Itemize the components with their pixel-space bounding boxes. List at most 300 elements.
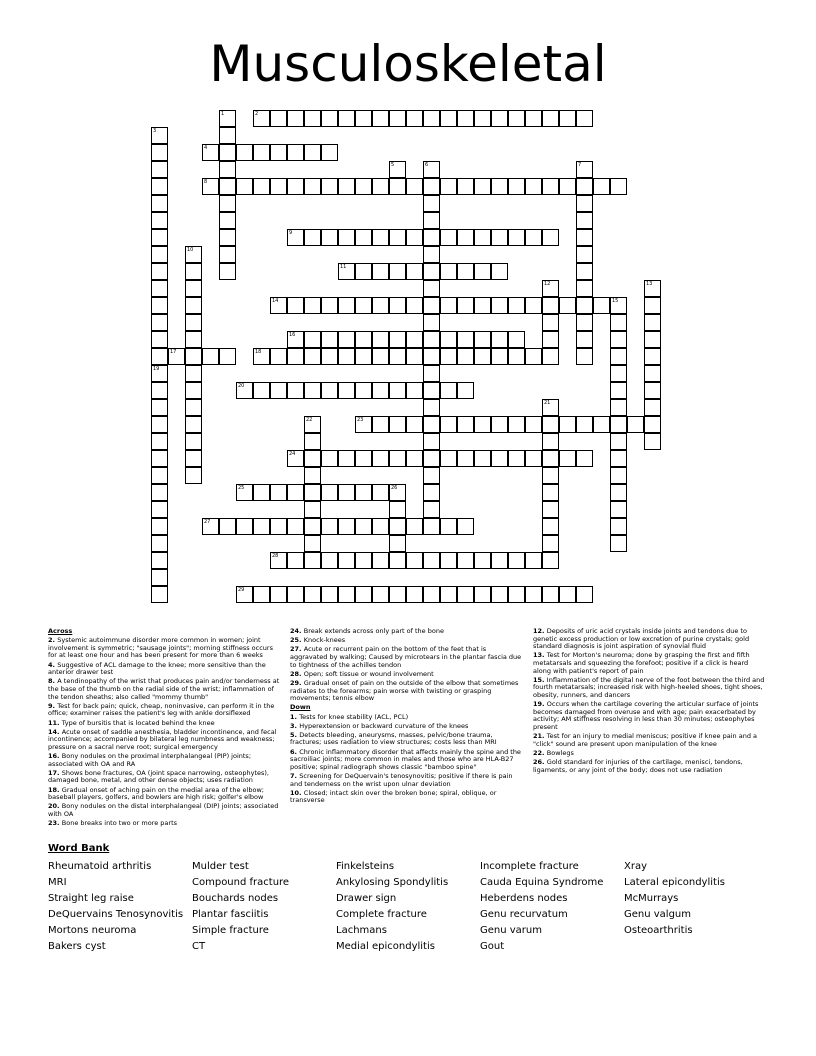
grid-cell[interactable] — [627, 416, 644, 433]
grid-cell[interactable] — [355, 518, 372, 535]
grid-cell[interactable] — [406, 263, 423, 280]
grid-cell[interactable] — [508, 552, 525, 569]
grid-cell[interactable] — [338, 382, 355, 399]
grid-cell[interactable] — [338, 518, 355, 535]
grid-cell[interactable] — [185, 280, 202, 297]
grid-cell[interactable] — [151, 518, 168, 535]
grid-cell[interactable] — [440, 586, 457, 603]
grid-cell[interactable] — [406, 297, 423, 314]
grid-cell[interactable] — [457, 229, 474, 246]
grid-cell[interactable] — [151, 399, 168, 416]
grid-cell[interactable] — [372, 263, 389, 280]
grid-cell[interactable] — [593, 178, 610, 195]
grid-cell[interactable] — [644, 416, 661, 433]
grid-cell[interactable] — [491, 297, 508, 314]
grid-cell[interactable] — [185, 433, 202, 450]
grid-cell[interactable] — [423, 399, 440, 416]
grid-cell[interactable] — [576, 280, 593, 297]
grid-cell[interactable] — [372, 331, 389, 348]
grid-cell[interactable] — [576, 314, 593, 331]
grid-cell[interactable] — [525, 229, 542, 246]
grid-cell[interactable] — [151, 297, 168, 314]
grid-cell[interactable] — [270, 382, 287, 399]
grid-cell[interactable] — [321, 110, 338, 127]
grid-cell[interactable] — [185, 450, 202, 467]
grid-cell[interactable] — [491, 450, 508, 467]
grid-cell[interactable] — [576, 331, 593, 348]
grid-cell[interactable] — [406, 450, 423, 467]
grid-cell[interactable] — [151, 569, 168, 586]
grid-cell[interactable] — [457, 450, 474, 467]
grid-cell[interactable] — [151, 161, 168, 178]
grid-cell[interactable] — [508, 348, 525, 365]
grid-cell[interactable] — [304, 552, 321, 569]
grid-cell[interactable] — [457, 382, 474, 399]
grid-cell[interactable] — [542, 450, 559, 467]
grid-cell[interactable] — [508, 110, 525, 127]
grid-cell[interactable] — [610, 382, 627, 399]
grid-cell[interactable] — [151, 484, 168, 501]
grid-cell[interactable] — [270, 552, 287, 569]
grid-cell[interactable] — [644, 331, 661, 348]
grid-cell[interactable] — [372, 450, 389, 467]
grid-cell[interactable] — [287, 552, 304, 569]
grid-cell[interactable] — [423, 365, 440, 382]
grid-cell[interactable] — [491, 348, 508, 365]
grid-cell[interactable] — [440, 382, 457, 399]
grid-cell[interactable] — [338, 450, 355, 467]
grid-cell[interactable] — [542, 586, 559, 603]
grid-cell[interactable] — [440, 416, 457, 433]
grid-cell[interactable] — [270, 110, 287, 127]
grid-cell[interactable] — [576, 297, 593, 314]
grid-cell[interactable] — [270, 484, 287, 501]
grid-cell[interactable] — [185, 263, 202, 280]
grid-cell[interactable] — [644, 382, 661, 399]
grid-cell[interactable] — [406, 416, 423, 433]
grid-cell[interactable] — [440, 450, 457, 467]
grid-cell[interactable] — [576, 586, 593, 603]
grid-cell[interactable] — [406, 382, 423, 399]
grid-cell[interactable] — [151, 433, 168, 450]
grid-cell[interactable] — [338, 229, 355, 246]
grid-cell[interactable] — [236, 518, 253, 535]
grid-cell[interactable] — [304, 229, 321, 246]
grid-cell[interactable] — [372, 586, 389, 603]
grid-cell[interactable] — [304, 297, 321, 314]
grid-cell[interactable] — [185, 399, 202, 416]
grid-cell[interactable] — [525, 348, 542, 365]
grid-cell[interactable] — [287, 178, 304, 195]
grid-cell[interactable] — [253, 178, 270, 195]
grid-cell[interactable] — [304, 535, 321, 552]
grid-cell[interactable] — [270, 518, 287, 535]
grid-cell[interactable] — [321, 229, 338, 246]
grid-cell[interactable] — [440, 297, 457, 314]
grid-cell[interactable] — [219, 212, 236, 229]
grid-cell[interactable] — [151, 450, 168, 467]
grid-cell[interactable] — [423, 263, 440, 280]
grid-cell[interactable] — [423, 382, 440, 399]
grid-cell[interactable] — [304, 178, 321, 195]
grid-cell[interactable] — [151, 263, 168, 280]
grid-cell[interactable] — [151, 212, 168, 229]
grid-cell[interactable] — [406, 110, 423, 127]
grid-cell[interactable] — [185, 348, 202, 365]
grid-cell[interactable] — [321, 331, 338, 348]
grid-cell[interactable] — [219, 518, 236, 535]
grid-cell[interactable] — [423, 161, 440, 178]
grid-cell[interactable] — [389, 331, 406, 348]
grid-cell[interactable] — [423, 518, 440, 535]
grid-cell[interactable] — [406, 229, 423, 246]
grid-cell[interactable] — [355, 331, 372, 348]
grid-cell[interactable] — [559, 586, 576, 603]
grid-cell[interactable] — [389, 229, 406, 246]
grid-cell[interactable] — [542, 501, 559, 518]
grid-cell[interactable] — [355, 416, 372, 433]
grid-cell[interactable] — [270, 144, 287, 161]
grid-cell[interactable] — [219, 161, 236, 178]
grid-cell[interactable] — [576, 348, 593, 365]
grid-cell[interactable] — [151, 348, 168, 365]
grid-cell[interactable] — [457, 518, 474, 535]
grid-cell[interactable] — [406, 348, 423, 365]
grid-cell[interactable] — [423, 433, 440, 450]
grid-cell[interactable] — [423, 195, 440, 212]
grid-cell[interactable] — [151, 195, 168, 212]
grid-cell[interactable] — [304, 382, 321, 399]
grid-cell[interactable] — [542, 297, 559, 314]
grid-cell[interactable] — [185, 331, 202, 348]
grid-cell[interactable] — [389, 263, 406, 280]
grid-cell[interactable] — [576, 450, 593, 467]
grid-cell[interactable] — [508, 450, 525, 467]
grid-cell[interactable] — [185, 467, 202, 484]
grid-cell[interactable] — [542, 484, 559, 501]
grid-cell[interactable] — [219, 195, 236, 212]
grid-cell[interactable] — [542, 467, 559, 484]
grid-cell[interactable] — [644, 314, 661, 331]
grid-cell[interactable] — [372, 484, 389, 501]
grid-cell[interactable] — [542, 535, 559, 552]
grid-cell[interactable] — [355, 586, 372, 603]
grid-cell[interactable] — [219, 144, 236, 161]
grid-cell[interactable] — [253, 348, 270, 365]
grid-cell[interactable] — [287, 586, 304, 603]
grid-cell[interactable] — [406, 331, 423, 348]
grid-cell[interactable] — [474, 229, 491, 246]
grid-cell[interactable] — [610, 399, 627, 416]
grid-cell[interactable] — [576, 161, 593, 178]
grid-cell[interactable] — [151, 314, 168, 331]
grid-cell[interactable] — [355, 552, 372, 569]
grid-cell[interactable] — [287, 297, 304, 314]
grid-cell[interactable] — [559, 110, 576, 127]
grid-cell[interactable] — [151, 229, 168, 246]
grid-cell[interactable] — [644, 348, 661, 365]
grid-cell[interactable] — [644, 297, 661, 314]
grid-cell[interactable] — [491, 552, 508, 569]
grid-cell[interactable] — [287, 518, 304, 535]
grid-cell[interactable] — [304, 484, 321, 501]
grid-cell[interactable] — [576, 229, 593, 246]
grid-cell[interactable] — [542, 331, 559, 348]
grid-cell[interactable] — [474, 586, 491, 603]
grid-cell[interactable] — [610, 297, 627, 314]
grid-cell[interactable] — [287, 229, 304, 246]
grid-cell[interactable] — [457, 297, 474, 314]
grid-cell[interactable] — [525, 178, 542, 195]
grid-cell[interactable] — [304, 433, 321, 450]
grid-cell[interactable] — [610, 484, 627, 501]
grid-cell[interactable] — [321, 178, 338, 195]
grid-cell[interactable] — [236, 144, 253, 161]
grid-cell[interactable] — [610, 450, 627, 467]
grid-cell[interactable] — [423, 212, 440, 229]
grid-cell[interactable] — [440, 178, 457, 195]
grid-cell[interactable] — [508, 416, 525, 433]
grid-cell[interactable] — [474, 348, 491, 365]
grid-cell[interactable] — [389, 297, 406, 314]
grid-cell[interactable] — [491, 229, 508, 246]
grid-cell[interactable] — [389, 416, 406, 433]
grid-cell[interactable] — [185, 382, 202, 399]
grid-cell[interactable] — [576, 195, 593, 212]
grid-cell[interactable] — [389, 484, 406, 501]
grid-cell[interactable] — [151, 382, 168, 399]
grid-cell[interactable] — [406, 518, 423, 535]
grid-cell[interactable] — [559, 297, 576, 314]
grid-cell[interactable] — [423, 586, 440, 603]
grid-cell[interactable] — [423, 229, 440, 246]
grid-cell[interactable] — [321, 348, 338, 365]
grid-cell[interactable] — [185, 246, 202, 263]
grid-cell[interactable] — [338, 263, 355, 280]
grid-cell[interactable] — [542, 399, 559, 416]
grid-cell[interactable] — [219, 178, 236, 195]
grid-cell[interactable] — [423, 501, 440, 518]
grid-cell[interactable] — [542, 348, 559, 365]
grid-cell[interactable] — [542, 178, 559, 195]
grid-cell[interactable] — [304, 450, 321, 467]
grid-cell[interactable] — [389, 552, 406, 569]
grid-cell[interactable] — [474, 331, 491, 348]
grid-cell[interactable] — [423, 297, 440, 314]
grid-cell[interactable] — [423, 110, 440, 127]
grid-cell[interactable] — [355, 229, 372, 246]
grid-cell[interactable] — [457, 178, 474, 195]
grid-cell[interactable] — [253, 382, 270, 399]
grid-cell[interactable] — [610, 365, 627, 382]
grid-cell[interactable] — [440, 331, 457, 348]
grid-cell[interactable] — [270, 178, 287, 195]
grid-cell[interactable] — [440, 229, 457, 246]
grid-cell[interactable] — [474, 552, 491, 569]
grid-cell[interactable] — [338, 110, 355, 127]
grid-cell[interactable] — [644, 399, 661, 416]
grid-cell[interactable] — [236, 484, 253, 501]
grid-cell[interactable] — [372, 348, 389, 365]
grid-cell[interactable] — [542, 110, 559, 127]
grid-cell[interactable] — [338, 178, 355, 195]
grid-cell[interactable] — [304, 416, 321, 433]
grid-cell[interactable] — [423, 450, 440, 467]
grid-cell[interactable] — [508, 297, 525, 314]
grid-cell[interactable] — [423, 280, 440, 297]
grid-cell[interactable] — [542, 280, 559, 297]
grid-cell[interactable] — [491, 178, 508, 195]
grid-cell[interactable] — [151, 552, 168, 569]
grid-cell[interactable] — [491, 331, 508, 348]
grid-cell[interactable] — [304, 110, 321, 127]
grid-cell[interactable] — [355, 450, 372, 467]
grid-cell[interactable] — [474, 110, 491, 127]
grid-cell[interactable] — [406, 586, 423, 603]
grid-cell[interactable] — [389, 348, 406, 365]
grid-cell[interactable] — [151, 178, 168, 195]
grid-cell[interactable] — [287, 484, 304, 501]
grid-cell[interactable] — [287, 110, 304, 127]
grid-cell[interactable] — [474, 297, 491, 314]
grid-cell[interactable] — [389, 535, 406, 552]
grid-cell[interactable] — [593, 416, 610, 433]
grid-cell[interactable] — [610, 314, 627, 331]
grid-cell[interactable] — [559, 416, 576, 433]
grid-cell[interactable] — [372, 229, 389, 246]
grid-cell[interactable] — [151, 127, 168, 144]
grid-cell[interactable] — [423, 467, 440, 484]
grid-cell[interactable] — [457, 552, 474, 569]
grid-cell[interactable] — [355, 263, 372, 280]
grid-cell[interactable] — [151, 331, 168, 348]
grid-cell[interactable] — [593, 297, 610, 314]
grid-cell[interactable] — [423, 178, 440, 195]
grid-cell[interactable] — [185, 416, 202, 433]
grid-cell[interactable] — [338, 331, 355, 348]
grid-cell[interactable] — [236, 586, 253, 603]
grid-cell[interactable] — [491, 416, 508, 433]
grid-cell[interactable] — [185, 314, 202, 331]
grid-cell[interactable] — [389, 501, 406, 518]
grid-cell[interactable] — [474, 416, 491, 433]
grid-cell[interactable] — [151, 467, 168, 484]
grid-cell[interactable] — [219, 110, 236, 127]
grid-cell[interactable] — [270, 586, 287, 603]
grid-cell[interactable] — [542, 518, 559, 535]
grid-cell[interactable] — [440, 552, 457, 569]
grid-cell[interactable] — [440, 263, 457, 280]
grid-cell[interactable] — [542, 229, 559, 246]
grid-cell[interactable] — [576, 416, 593, 433]
grid-cell[interactable] — [610, 433, 627, 450]
grid-cell[interactable] — [389, 382, 406, 399]
grid-cell[interactable] — [202, 348, 219, 365]
grid-cell[interactable] — [542, 314, 559, 331]
grid-cell[interactable] — [321, 382, 338, 399]
grid-cell[interactable] — [304, 331, 321, 348]
grid-cell[interactable] — [202, 144, 219, 161]
grid-cell[interactable] — [372, 518, 389, 535]
grid-cell[interactable] — [151, 280, 168, 297]
grid-cell[interactable] — [389, 518, 406, 535]
grid-cell[interactable] — [304, 144, 321, 161]
grid-cell[interactable] — [321, 450, 338, 467]
grid-cell[interactable] — [355, 348, 372, 365]
grid-cell[interactable] — [151, 535, 168, 552]
grid-cell[interactable] — [491, 586, 508, 603]
grid-cell[interactable] — [372, 297, 389, 314]
grid-cell[interactable] — [321, 297, 338, 314]
grid-cell[interactable] — [610, 331, 627, 348]
grid-cell[interactable] — [219, 127, 236, 144]
grid-cell[interactable] — [219, 263, 236, 280]
grid-cell[interactable] — [304, 501, 321, 518]
grid-cell[interactable] — [253, 518, 270, 535]
grid-cell[interactable] — [253, 484, 270, 501]
grid-cell[interactable] — [372, 382, 389, 399]
grid-cell[interactable] — [508, 331, 525, 348]
grid-cell[interactable] — [525, 110, 542, 127]
grid-cell[interactable] — [474, 263, 491, 280]
grid-cell[interactable] — [321, 552, 338, 569]
grid-cell[interactable] — [644, 365, 661, 382]
grid-cell[interactable] — [525, 450, 542, 467]
grid-cell[interactable] — [508, 586, 525, 603]
grid-cell[interactable] — [559, 450, 576, 467]
grid-cell[interactable] — [457, 348, 474, 365]
grid-cell[interactable] — [457, 110, 474, 127]
grid-cell[interactable] — [423, 246, 440, 263]
grid-cell[interactable] — [440, 518, 457, 535]
grid-cell[interactable] — [151, 501, 168, 518]
grid-cell[interactable] — [423, 484, 440, 501]
grid-cell[interactable] — [457, 263, 474, 280]
grid-cell[interactable] — [525, 552, 542, 569]
grid-cell[interactable] — [287, 144, 304, 161]
grid-cell[interactable] — [355, 110, 372, 127]
grid-cell[interactable] — [542, 433, 559, 450]
grid-cell[interactable] — [610, 518, 627, 535]
grid-cell[interactable] — [457, 586, 474, 603]
grid-cell[interactable] — [576, 246, 593, 263]
grid-cell[interactable] — [151, 586, 168, 603]
grid-cell[interactable] — [151, 246, 168, 263]
grid-cell[interactable] — [644, 433, 661, 450]
grid-cell[interactable] — [304, 586, 321, 603]
grid-cell[interactable] — [474, 450, 491, 467]
grid-cell[interactable] — [287, 450, 304, 467]
grid-cell[interactable] — [525, 586, 542, 603]
grid-cell[interactable] — [151, 144, 168, 161]
grid-cell[interactable] — [576, 212, 593, 229]
grid-cell[interactable] — [304, 348, 321, 365]
grid-cell[interactable] — [304, 467, 321, 484]
grid-cell[interactable] — [338, 484, 355, 501]
grid-cell[interactable] — [610, 348, 627, 365]
grid-cell[interactable] — [576, 110, 593, 127]
grid-cell[interactable] — [610, 416, 627, 433]
grid-cell[interactable] — [457, 331, 474, 348]
grid-cell[interactable] — [321, 144, 338, 161]
grid-cell[interactable] — [355, 178, 372, 195]
grid-cell[interactable] — [525, 416, 542, 433]
grid-cell[interactable] — [270, 297, 287, 314]
grid-cell[interactable] — [525, 297, 542, 314]
grid-cell[interactable] — [610, 501, 627, 518]
grid-cell[interactable] — [576, 263, 593, 280]
grid-cell[interactable] — [423, 314, 440, 331]
